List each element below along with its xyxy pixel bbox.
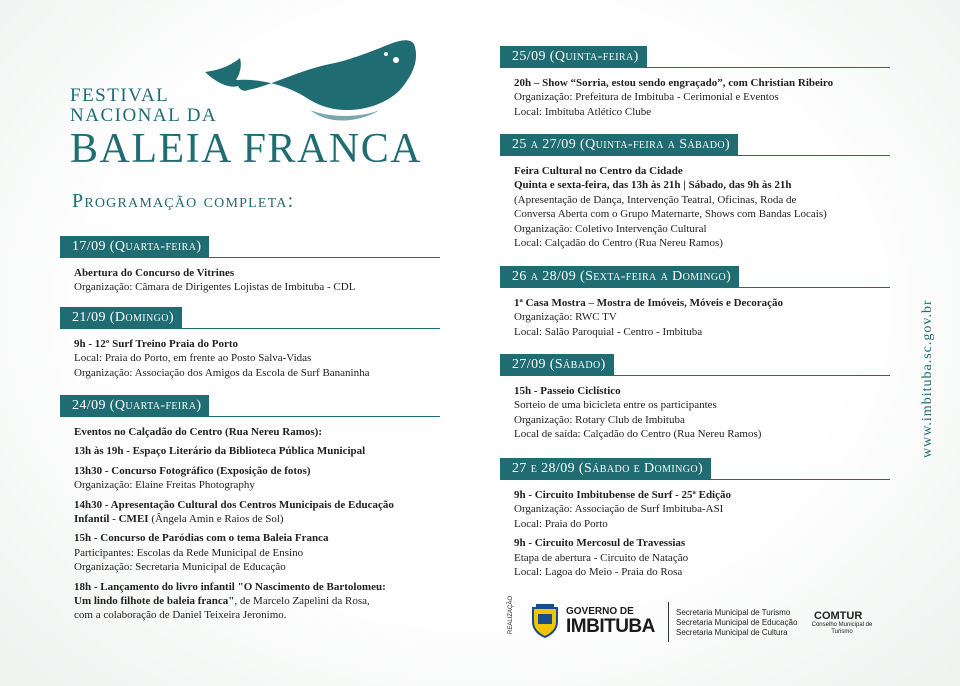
title-line-3: BALEIA FRANCA	[70, 126, 423, 172]
secretariat-culture: Secretaria Municipal de Cultura	[676, 628, 788, 637]
event-detail: Organização: Elaine Freitas Photography	[74, 479, 255, 492]
event-title: 15h - Passeio Ciclístico	[514, 385, 621, 397]
event-title: 9h - 12º Surf Treino Praia do Porto	[74, 338, 239, 350]
event-detail: Organização: Secretaria Municipal de Educação	[74, 561, 286, 574]
event-title: 15h - Concurso de Paródias com o tema Baleia Franca	[74, 532, 329, 545]
event-schedule: Quinta e sexta-feira, das 13h às 21h | Sábado, das 9h às 21h	[514, 179, 792, 192]
event-title: Eventos no Calçadão do Centro (Rua Nereu Ramos):	[74, 426, 323, 438]
date-badge: 25 a 27/09 (Quinta-feira a Sábado)	[500, 134, 738, 156]
event-title: 9h - Circuito Mercosul de Travessias	[514, 537, 686, 550]
event-detail: Organização: Associação de Surf Imbituba-ASI	[514, 503, 724, 516]
event-title: 14h30 - Apresentação Cultural dos Centros Municipais de Educação	[74, 498, 394, 511]
event-title: 13h30 - Concurso Fotográfico (Exposição de fotos)	[74, 464, 311, 477]
sponsor-logos	[508, 595, 898, 646]
section-17-09	[60, 236, 440, 295]
comtur-subtitle: Conselho Municipal de Turismo	[811, 622, 873, 635]
date-badge: 24/09 (Quarta-feira)	[60, 395, 209, 417]
program-heading: Programação completa:	[72, 190, 295, 212]
event-detail: Participantes: Escolas da Rede Municipal de Ensino	[74, 546, 304, 559]
event-title: Abertura do Concurso de Vitrines	[74, 267, 235, 279]
realizacao-label: REALIZAÇÃO	[508, 595, 514, 634]
date-badge: 25/09 (Quinta-feira)	[500, 46, 647, 68]
event-detail: Sorteio de uma bicicleta entre os participantes	[514, 399, 717, 412]
event-detail: Local: Imbituba Atlético Clube	[514, 105, 652, 118]
event-detail: Local: Salão Paroquial - Centro - Imbituba	[514, 325, 703, 338]
secretariat-tourism: Secretaria Municipal de Turismo	[676, 608, 791, 617]
gov-name: IMBITUBA	[566, 616, 655, 637]
title-line-2: NACIONAL DA	[70, 105, 218, 126]
event-detail: Organização: Prefeitura de Imbituba - Cerimonial e Eventos	[514, 91, 779, 104]
event-title: 13h às 19h - Espaço Literário da Biblioteca Pública Municipal	[74, 445, 366, 458]
section-21-09	[60, 307, 440, 380]
section-25-27-09	[500, 134, 890, 250]
event-detail: Local: Praia do Porto, em frente ao Posto Salva-Vidas	[74, 352, 312, 365]
event-title: Infantil - CMEI	[74, 513, 149, 526]
city-crest-icon	[530, 604, 560, 638]
section-24-09	[60, 395, 440, 623]
secretariats	[676, 608, 797, 638]
festival-title	[70, 86, 422, 171]
event-detail: Local de saída: Calçadão do Centro (Rua Nereu Ramos)	[514, 428, 762, 441]
section-26-28-09	[500, 266, 890, 339]
event-detail: Organização: Coletivo Intervenção Cultural	[514, 222, 707, 235]
section-27-28-09	[500, 458, 890, 579]
date-badge: 17/09 (Quarta-feira)	[60, 236, 209, 258]
event-detail: Conversa Aberta com o Grupo Maternarte, Shows com Bandas Locais)	[514, 208, 827, 221]
event-title: 1ª Casa Mostra – Mostra de Imóveis, Móveis e Decoração	[514, 297, 784, 309]
event-detail: Local: Lagoa do Meio - Praia do Rosa	[514, 566, 683, 579]
event-title: Feira Cultural no Centro da Cidade	[514, 165, 683, 177]
event-detail: (Ângela Amin e Raios de Sol)	[148, 513, 284, 526]
event-title: 20h – Show “Sorria, estou sendo engraçado”, com Christian Ribeiro	[514, 77, 834, 89]
event-detail: Local: Praia do Porto	[514, 517, 608, 530]
date-badge: 21/09 (Domingo)	[60, 307, 182, 329]
event-title: Um lindo filhote de baleia franca"	[74, 595, 235, 608]
event-detail: Organização: Câmara de Dirigentes Lojistas de Imbituba - CDL	[74, 281, 356, 294]
divider	[668, 602, 669, 642]
gov-label: GOVERNO DE	[566, 606, 634, 617]
date-badge: 26 a 28/09 (Sexta-feira a Domingo)	[500, 266, 739, 288]
event-detail: Etapa de abertura - Circuito de Natação	[514, 551, 689, 564]
event-detail: Local: Calçadão do Centro (Rua Nereu Ramos)	[514, 237, 723, 250]
date-badge: 27 e 28/09 (Sábado e Domingo)	[500, 458, 711, 480]
event-detail: , de Marcelo Zapelini da Rosa,	[234, 595, 370, 608]
section-27-09	[500, 354, 890, 442]
event-title: 18h - Lançamento do livro infantil "O Nascimento de Bartolomeu:	[74, 580, 386, 593]
title-line-1: FESTIVAL	[70, 85, 170, 106]
event-title: 9h - Circuito Imbitubense de Surf - 25ª Edição	[514, 489, 731, 501]
event-detail: Organização: Associação dos Amigos da Escola de Surf Bananinha	[74, 366, 370, 379]
event-detail: Organização: Rotary Club de Imbituba	[514, 413, 685, 426]
secretariat-education: Secretaria Municipal de Educação	[676, 618, 798, 627]
comtur-logo: COMTUR	[814, 610, 863, 622]
website-url: www.imbituba.sc.gov.br	[920, 299, 935, 458]
date-badge: 27/09 (Sábado)	[500, 354, 614, 376]
event-detail: (Apresentação de Dança, Intervenção Teatral, Oficinas, Roda de	[514, 193, 797, 206]
section-25-09	[500, 46, 890, 119]
event-detail: Organização: RWC TV	[514, 311, 617, 324]
event-detail: com a colaboração de Daniel Teixeira Jeronimo.	[74, 609, 287, 622]
